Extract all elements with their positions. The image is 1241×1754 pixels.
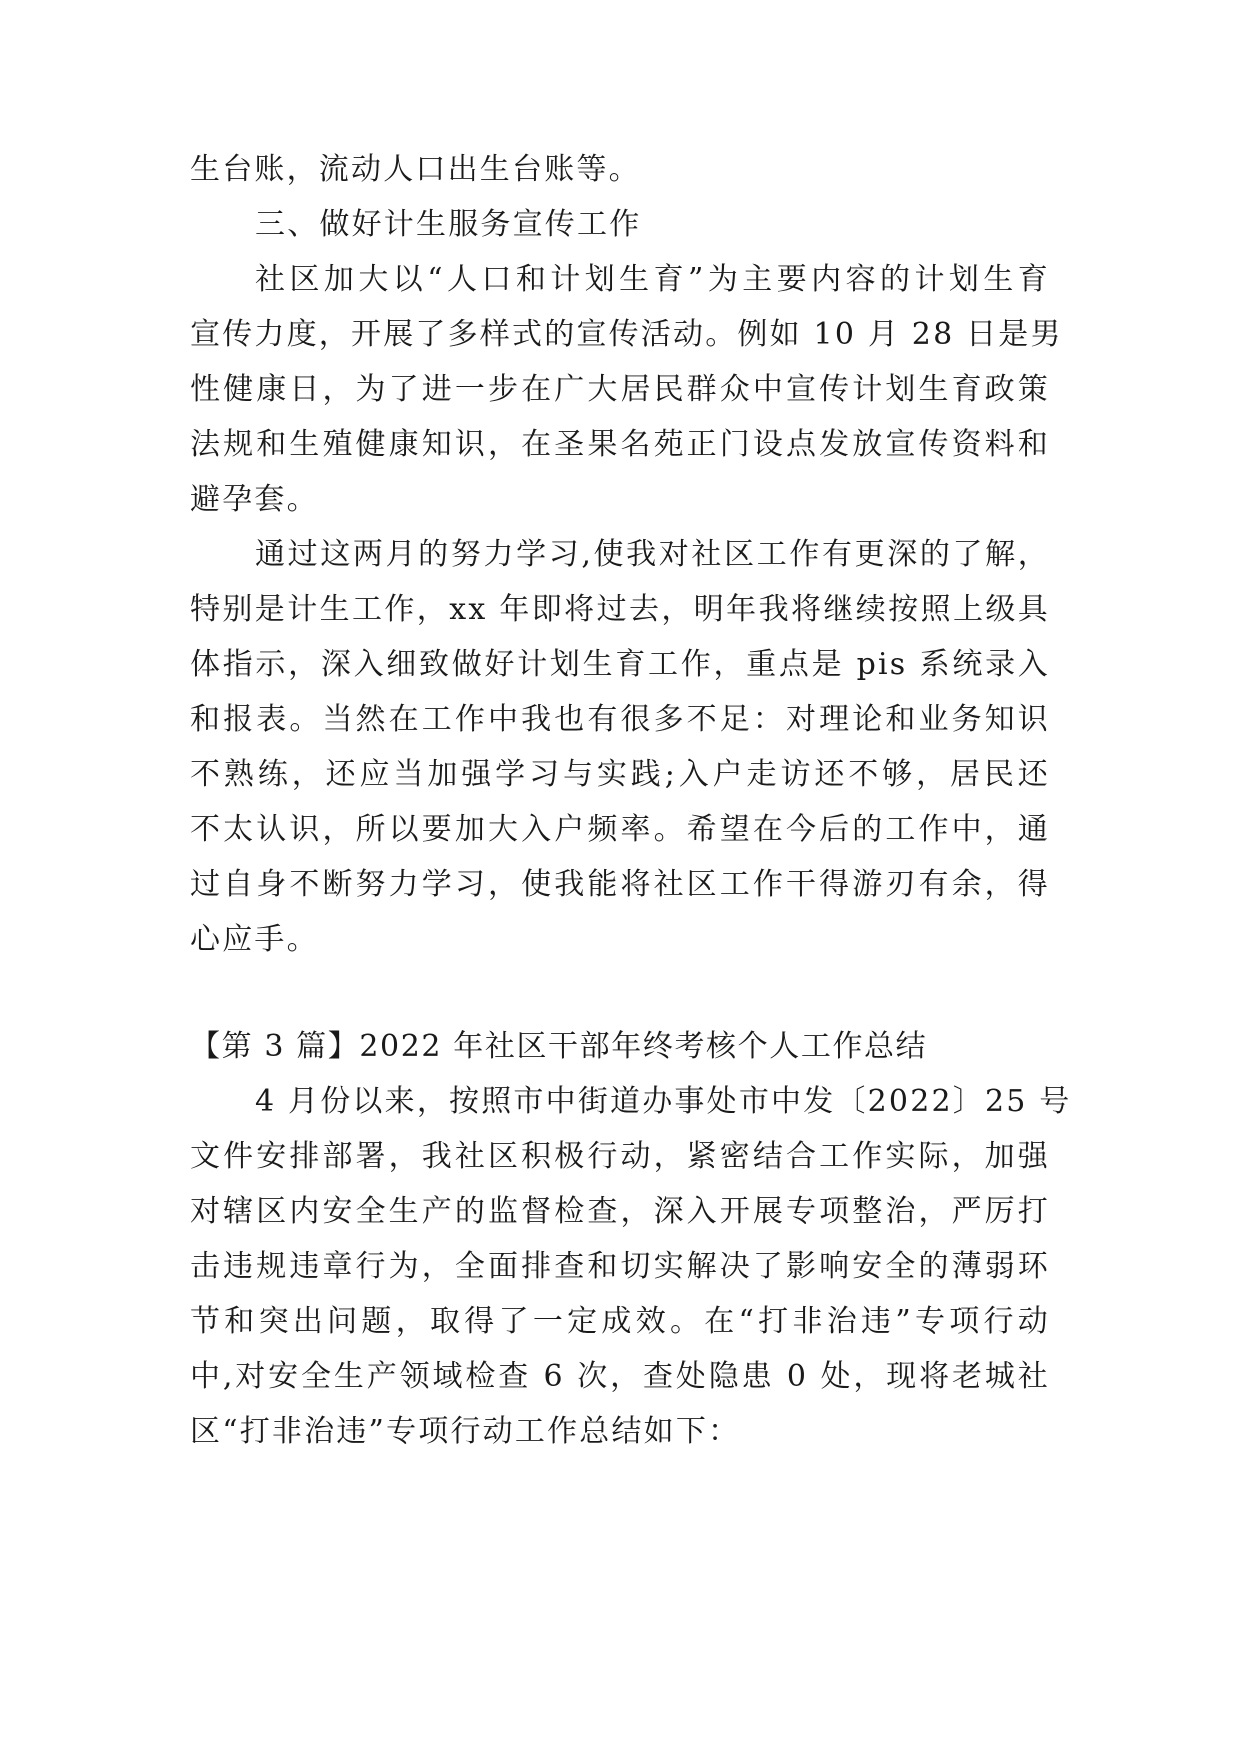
paragraph-line: 不熟练，还应当加强学习与实践;入户走访还不够，居民还 [190, 757, 1050, 792]
paragraph-line: 区“打非治违”专项行动工作总结如下： [190, 1414, 741, 1449]
paragraph-line: 中,对安全生产领域检查 6 次，查处隐患 0 处，现将老城社 [190, 1359, 1050, 1394]
paragraph-line: 避孕套。 [190, 482, 319, 517]
paragraph-line: 击违规违章行为，全面排查和切实解决了影响安全的薄弱环 [190, 1249, 1050, 1284]
section-heading: 三、做好计生服务宣传工作 [255, 207, 642, 242]
paragraph-line: 对辖区内安全生产的监督检查，深入开展专项整治，严厉打 [190, 1194, 1050, 1229]
paragraph-line: 4 月份以来，按照市中街道办事处市中发〔2022〕25 号 [255, 1084, 1072, 1119]
paragraph-line: 生台账，流动人口出生台账等。 [190, 152, 641, 187]
paragraph-line: 性健康日，为了进一步在广大居民群众中宣传计划生育政策 [190, 372, 1050, 407]
paragraph-line: 不太认识，所以要加大入户频率。希望在今后的工作中，通 [190, 812, 1050, 847]
article-title: 【第 3 篇】2022 年社区干部年终考核个人工作总结 [190, 1029, 928, 1064]
paragraph-line: 通过这两月的努力学习,使我对社区工作有更深的了解， [255, 537, 1050, 572]
paragraph-line: 体指示，深入细致做好计划生育工作，重点是 pis 系统录入 [190, 647, 1050, 682]
paragraph-line: 和报表。当然在工作中我也有很多不足：对理论和业务知识 [190, 702, 1050, 737]
paragraph-line: 节和突出问题，取得了一定成效。在“打非治违”专项行动 [190, 1304, 1050, 1339]
paragraph-line: 文件安排部署，我社区积极行动，紧密结合工作实际，加强 [190, 1139, 1050, 1174]
paragraph-line: 社区加大以“人口和计划生育”为主要内容的计划生育 [255, 262, 1050, 297]
paragraph-line: 宣传力度，开展了多样式的宣传活动。例如 10 月 28 日是男 [190, 317, 1063, 352]
paragraph-line: 特别是计生工作，xx 年即将过去，明年我将继续按照上级具 [190, 592, 1050, 627]
paragraph-line: 法规和生殖健康知识，在圣果名苑正门设点发放宣传资料和 [190, 427, 1050, 462]
paragraph-line: 过自身不断努力学习，使我能将社区工作干得游刃有余，得 [190, 867, 1050, 902]
paragraph-line: 心应手。 [190, 922, 319, 957]
